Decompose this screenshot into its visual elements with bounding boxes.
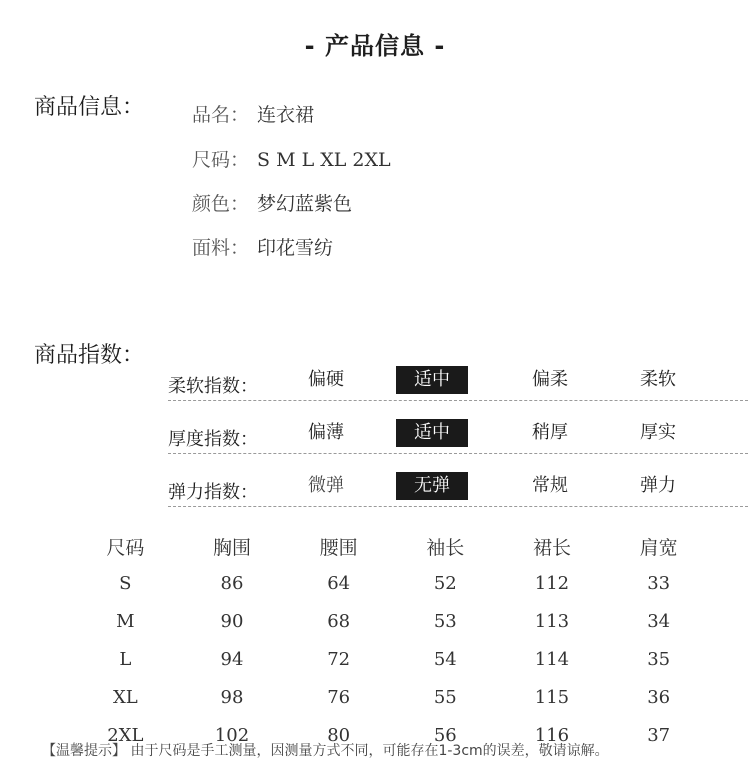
table-cell: 90 [220,610,244,632]
index-label: 柔软指数： [168,376,258,397]
index-row-elasticity [168,472,748,507]
info-label: 尺码： [192,149,250,171]
index-option: 微弹 [308,475,344,496]
col-header: 袖长 [426,536,465,559]
product-index-heading: 商品指数： [34,343,145,368]
index-option: 偏硬 [308,369,344,390]
info-value: 连衣裙 [257,104,315,126]
table-cell: 102 [214,724,250,746]
table-cell: 115 [534,686,570,708]
table-cell: 113 [534,610,570,632]
index-label: 厚度指数： [168,429,258,450]
index-option: 厚实 [640,422,676,443]
table-cell: 52 [433,572,457,594]
table-cell: M [116,610,135,632]
info-value: 印花雪纺 [257,237,334,259]
table-cell: 80 [327,724,351,746]
index-row-softness [168,366,748,401]
table-cell: 98 [220,686,244,708]
index-option: 弹力 [640,475,676,496]
table-cell: 116 [534,724,570,746]
table-cell: 56 [433,724,457,746]
size-table [72,528,712,754]
index-option-selected: 适中 [396,366,468,394]
info-label: 品名： [192,104,250,126]
index-option: 稍厚 [532,422,568,443]
info-row-name [192,100,314,127]
warm-tip: 【温馨提示】 由于尺码是手工测量，因测量方式不同，可能存在1-3cm的误差，敬请谅解。 [42,743,609,759]
table-cell: 34 [647,610,671,632]
table-cell: 53 [433,610,457,632]
table-cell: 33 [647,572,671,594]
col-header: 裙长 [532,536,571,559]
info-label: 面料： [192,237,250,259]
table-cell: L [119,648,132,670]
info-label: 颜色： [192,193,250,215]
table-cell: 72 [327,648,351,670]
col-header: 肩宽 [639,536,678,559]
table-cell: 76 [327,686,351,708]
table-row [72,602,712,640]
table-cell: 54 [433,648,457,670]
table-cell: 35 [647,648,671,670]
table-cell: 2XL [107,724,144,746]
index-option: 偏薄 [308,422,344,443]
info-value: 梦幻蓝紫色 [257,193,353,215]
table-cell: 94 [220,648,244,670]
table-cell: 36 [647,686,671,708]
col-header: 尺码 [106,536,145,559]
table-cell: 55 [433,686,457,708]
table-cell: 64 [327,572,351,594]
index-option: 常规 [532,475,568,496]
table-cell: 37 [647,724,671,746]
info-row-size [192,145,391,172]
index-option: 柔软 [640,369,676,390]
info-value: S M L XL 2XL [257,149,391,171]
table-row [72,564,712,602]
table-row [72,678,712,716]
col-header: 腰围 [319,536,358,559]
index-label: 弹力指数： [168,482,258,503]
table-cell: 86 [220,572,244,594]
size-table-header [72,528,712,564]
table-cell: 68 [327,610,351,632]
info-row-fabric [192,233,333,260]
index-option: 偏柔 [532,369,568,390]
col-header: 胸围 [212,536,251,559]
product-info-heading: 商品信息： [34,95,145,120]
table-cell: 114 [534,648,570,670]
info-row-color [192,189,352,216]
index-row-thickness [168,419,748,454]
page-title: - 产品信息 - [304,32,446,60]
table-cell: XL [112,686,138,708]
index-option-selected: 适中 [396,419,468,447]
table-cell: 112 [534,572,570,594]
index-option-selected: 无弹 [396,472,468,500]
table-row [72,640,712,678]
table-cell: S [119,572,132,594]
